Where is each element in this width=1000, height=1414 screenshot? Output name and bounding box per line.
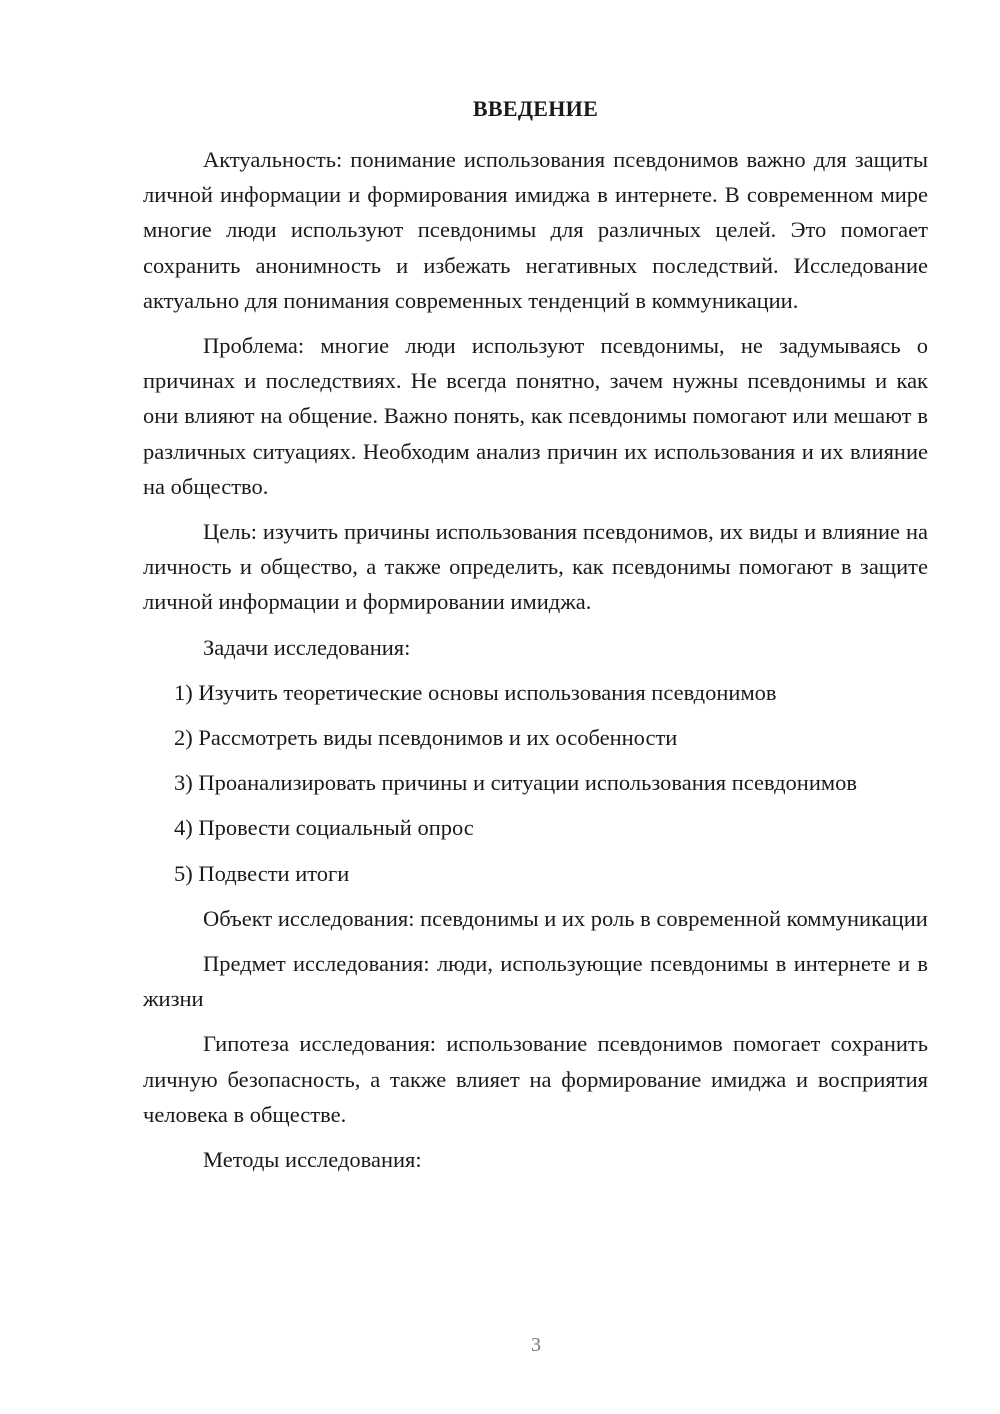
page-number: 3 (531, 1334, 541, 1356)
object-paragraph: Объект исследования: псевдонимы и их роль в современной коммуникации (203, 905, 928, 931)
document-body (143, 142, 928, 1187)
methods-heading: Методы исследования: (203, 1147, 422, 1173)
task-item-1: 1) Изучить теоретические основы использования псевдонимов (174, 679, 777, 705)
goal-paragraph: Цель: изучить причины использования псевдонимов, их виды и влияние на личность и общество, а также определить, как псевдонимы помогают в защите личной информации и формировании имиджа. (143, 519, 928, 615)
subject-paragraph: Предмет исследования: люди, использующие псевдонимы в интернете и в жизни (143, 951, 928, 1012)
problem-paragraph: Проблема: многие люди используют псевдонимы, не задумываясь о причинах и последствиях. Не всегда понятно, зачем нужны псевдонимы и как они влияют на общение. Важно понять, как псевдонимы помогают или мешают в различных ситуациях. Необходим анализ причин их использования и их влияние на общество. (143, 333, 928, 499)
relevance-paragraph: Актуальность: понимание использования псевдонимов важно для защиты личной информации и формирования имиджа в интернете. В современном мире многие люди используют псевдонимы для различных целей. Это помогает сохранить анонимность и избежать негативных последствий. Исследование актуально для понимания современных тенденций в коммуникации. (143, 147, 928, 313)
task-item-4: 4) Провести социальный опрос (174, 815, 474, 841)
task-item-5: 5) Подвести итоги (174, 860, 350, 886)
page-title: ВВЕДЕНИЕ (472, 96, 599, 121)
task-item-3: 3) Проанализировать причины и ситуации использования псевдонимов (174, 770, 857, 796)
tasks-heading: Задачи исследования: (203, 634, 411, 660)
task-item-2: 2) Рассмотреть виды псевдонимов и их особенности (174, 725, 678, 751)
hypothesis-paragraph: Гипотеза исследования: использование псевдонимов помогает сохранить личную безопасность, а также влияет на формирование имиджа и восприятия человека в обществе. (143, 1031, 928, 1127)
